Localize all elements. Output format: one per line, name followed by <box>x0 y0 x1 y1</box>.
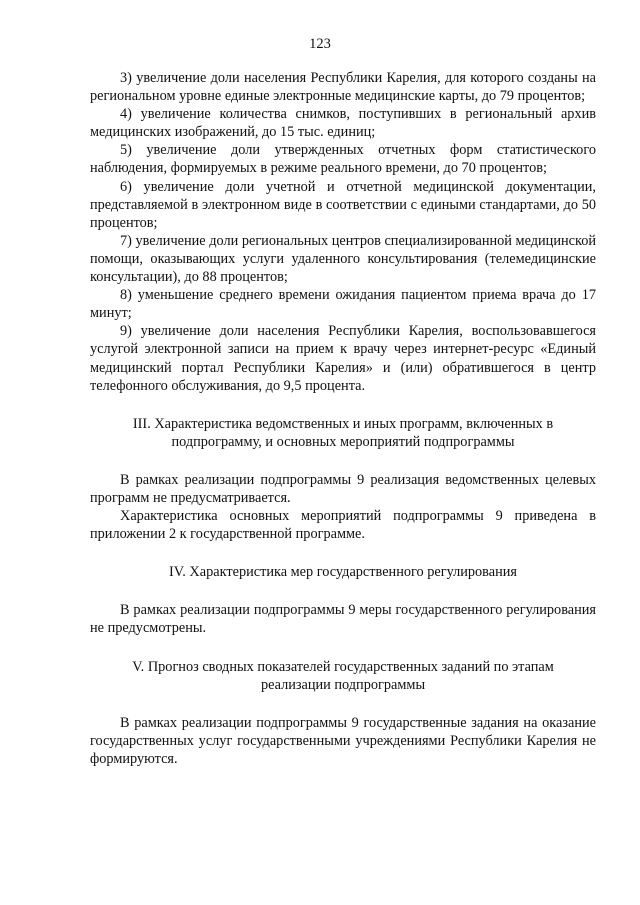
section-3-paragraph-1: В рамках реализации подпрограммы 9 реализация ведомственных целевых программ не предусматривается. <box>90 471 596 506</box>
section-3-heading-line-2: подпрограмму, и основных мероприятий подпрограммы <box>171 433 515 450</box>
spacer <box>90 451 596 471</box>
spacer <box>90 581 596 601</box>
list-item-8: 8) уменьшение среднего времени ожидания пациентом приема врача до 17 минут; <box>90 287 596 322</box>
section-3-heading-line-1: III. Характеристика ведомственных и иных программ, включенных в <box>132 415 554 432</box>
list-item-7: 7) увеличение доли региональных центров специализированной медицинской помощи, оказывающих услуги удаленного консультирования (телемедицинские консультации), до 88 процентов; <box>90 232 596 286</box>
section-3-heading <box>90 415 596 451</box>
section-5-heading <box>90 658 596 694</box>
list-item-9: 9) увеличение доли населения Республики Карелия, воспользовавшегося услугой электронной записи на прием к врачу через интернет-ресурс «Единый медицинский портал Республики Карелия» и (или) обратившегося в центр телефонного обслуживания, до 9,5 процента. <box>90 323 596 394</box>
list-item-4: 4) увеличение количества снимков, поступивших в региональный архив медицинских изображений, до 15 тыс. единиц; <box>90 106 596 141</box>
spacer <box>90 638 596 658</box>
section-5-heading-line-2: реализации подпрограммы <box>260 676 426 693</box>
spacer <box>90 543 596 563</box>
spacer <box>90 694 596 714</box>
page-number: 123 <box>309 36 331 52</box>
section-5-paragraph-1: В рамках реализации подпрограммы 9 государственные задания на оказание государственных услуг государственными учреждениями Республики Карелия не формируются. <box>90 714 596 767</box>
section-3-paragraph-2: Характеристика основных мероприятий подпрограммы 9 приведена в приложении 2 к государственной программе. <box>90 508 596 543</box>
spacer <box>90 395 596 415</box>
list-item-3: 3) увеличение доли населения Республики Карелия, для которого созданы на региональном уровне единые электронные медицинские карты, до 79 процентов; <box>90 70 596 105</box>
section-4-paragraph-1: В рамках реализации подпрограммы 9 меры государственного регулирования не предусмотрены. <box>90 602 596 637</box>
list-item-5: 5) увеличение доли утвержденных отчетных форм статистического наблюдения, формируемых в режиме реального времени, до 70 процентов; <box>90 142 596 177</box>
section-4-heading: IV. Характеристика мер государственного регулирования <box>169 564 517 581</box>
section-5-heading-line-1: V. Прогноз сводных показателей государственных заданий по этапам <box>132 658 554 675</box>
document-body <box>90 69 596 768</box>
list-item-6: 6) увеличение доли учетной и отчетной медицинской документации, представляемой в электронном виде в соответствии с едиными стандартами, до 50 процентов; <box>90 178 596 231</box>
